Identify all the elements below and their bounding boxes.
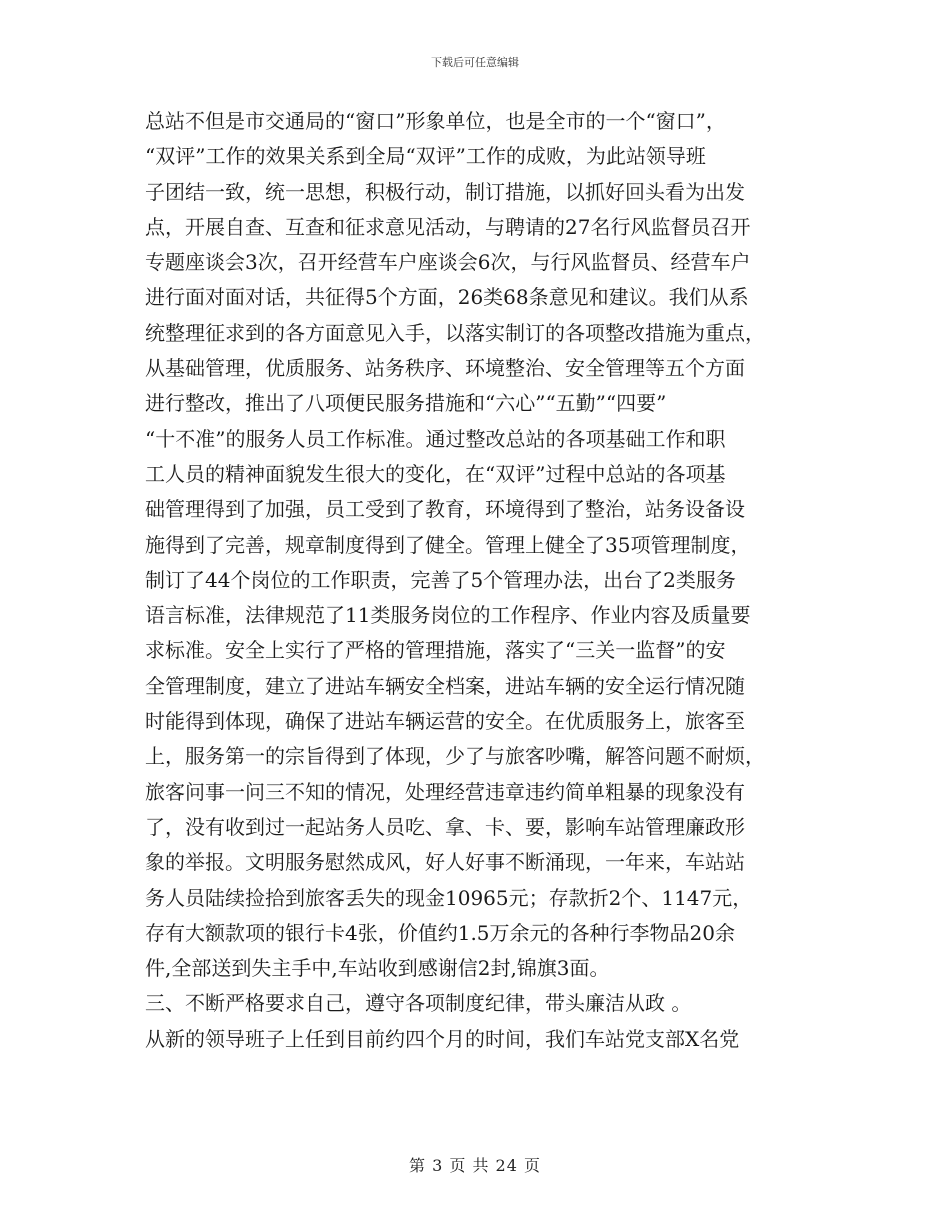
body-line: 务人员陆续捡拾到旅客丢失的现金10965元；存款折2个、1147元，	[145, 885, 753, 910]
body-line: 子团结一致，统一思想，积极行动，制订措施，以抓好回头看为出发	[145, 179, 745, 204]
body-line: 了，没有收到过一起站务人员吃、拿、卡、要，影响车站管理廉政形	[145, 814, 745, 839]
document-body	[145, 104, 825, 1057]
body-line: 全管理制度，建立了进站车辆安全档案，进站车辆的安全运行情况随	[145, 673, 745, 698]
body-line: 上，服务第一的宗旨得到了体现，少了与旅客吵嘴，解答问题不耐烦，	[145, 744, 765, 769]
body-line: 进行面对面对话，共征得5个方面，26类68条意见和建议。我们从系	[145, 285, 749, 310]
body-line: 语言标准，法律规范了11类服务岗位的工作程序、作业内容及质量要	[145, 603, 751, 628]
body-line: 制订了44个岗位的工作职责，完善了5个管理办法，出台了2类服务	[145, 567, 736, 592]
body-line: 施得到了完善，规章制度得到了健全。管理上健全了35项管理制度，	[145, 532, 751, 557]
body-line: 专题座谈会3次，召开经营车户座谈会6次，与行风监督员、经营车户	[145, 250, 751, 275]
body-line: 象的举报。文明服务慰然成风，好人好事不断涌现，一年来，车站站	[145, 850, 745, 875]
body-line: 从新的领导班子上任到目前约四个月的时间，我们车站党支部X名党	[145, 1026, 740, 1051]
body-line: 统整理征求到的各方面意见入手，以落实制订的各项整改措施为重点，	[145, 320, 765, 345]
body-line: 进行整改，推出了八项便民服务措施和“六心”“五勤”“四要”	[145, 391, 667, 416]
body-line: “十不准”的服务人员工作标准。通过整改总站的各项基础工作和职	[145, 426, 726, 451]
body-line: 点，开展自查、互查和征求意见活动，与聘请的27名行风监督员召开	[145, 214, 751, 239]
body-line: 时能得到体现，确保了进站车辆运营的安全。在优质服务上，旅客至	[145, 709, 745, 734]
page-header: 下载后可任意编辑	[431, 56, 519, 69]
body-line: 存有大额款项的银行卡4张，价值约1.5万余元的各种行李物品20余	[145, 920, 735, 945]
body-line: 旅客问事一问三不知的情况，处理经营违章违约简单粗暴的现象没有	[145, 779, 745, 804]
page-number-footer: 第 3 页 共 24 页	[409, 1156, 541, 1175]
body-line: 础管理得到了加强，员工受到了教育，环境得到了整治，站务设备设	[145, 497, 745, 522]
body-line: 件,全部送到失主手中,车站收到感谢信2封,锦旗3面。	[145, 956, 610, 981]
body-line: 工人员的精神面貌发生很大的变化，在“双评”过程中总站的各项基	[145, 461, 726, 486]
body-line: 从基础管理，优质服务、站务秩序、环境整治、安全管理等五个方面	[145, 356, 745, 381]
body-line: “双评”工作的效果关系到全局“双评”工作的成败，为此站领导班	[145, 144, 706, 169]
section-heading: 三、不断严格要求自己，遵守各项制度纪律，带头廉洁从政 。	[145, 991, 692, 1016]
body-line: 求标准。安全上实行了严格的管理措施，落实了“三关一监督”的安	[145, 638, 726, 663]
body-line: 总站不但是市交通局的“窗口”形象单位，也是全市的一个“窗口”，	[145, 109, 726, 133]
